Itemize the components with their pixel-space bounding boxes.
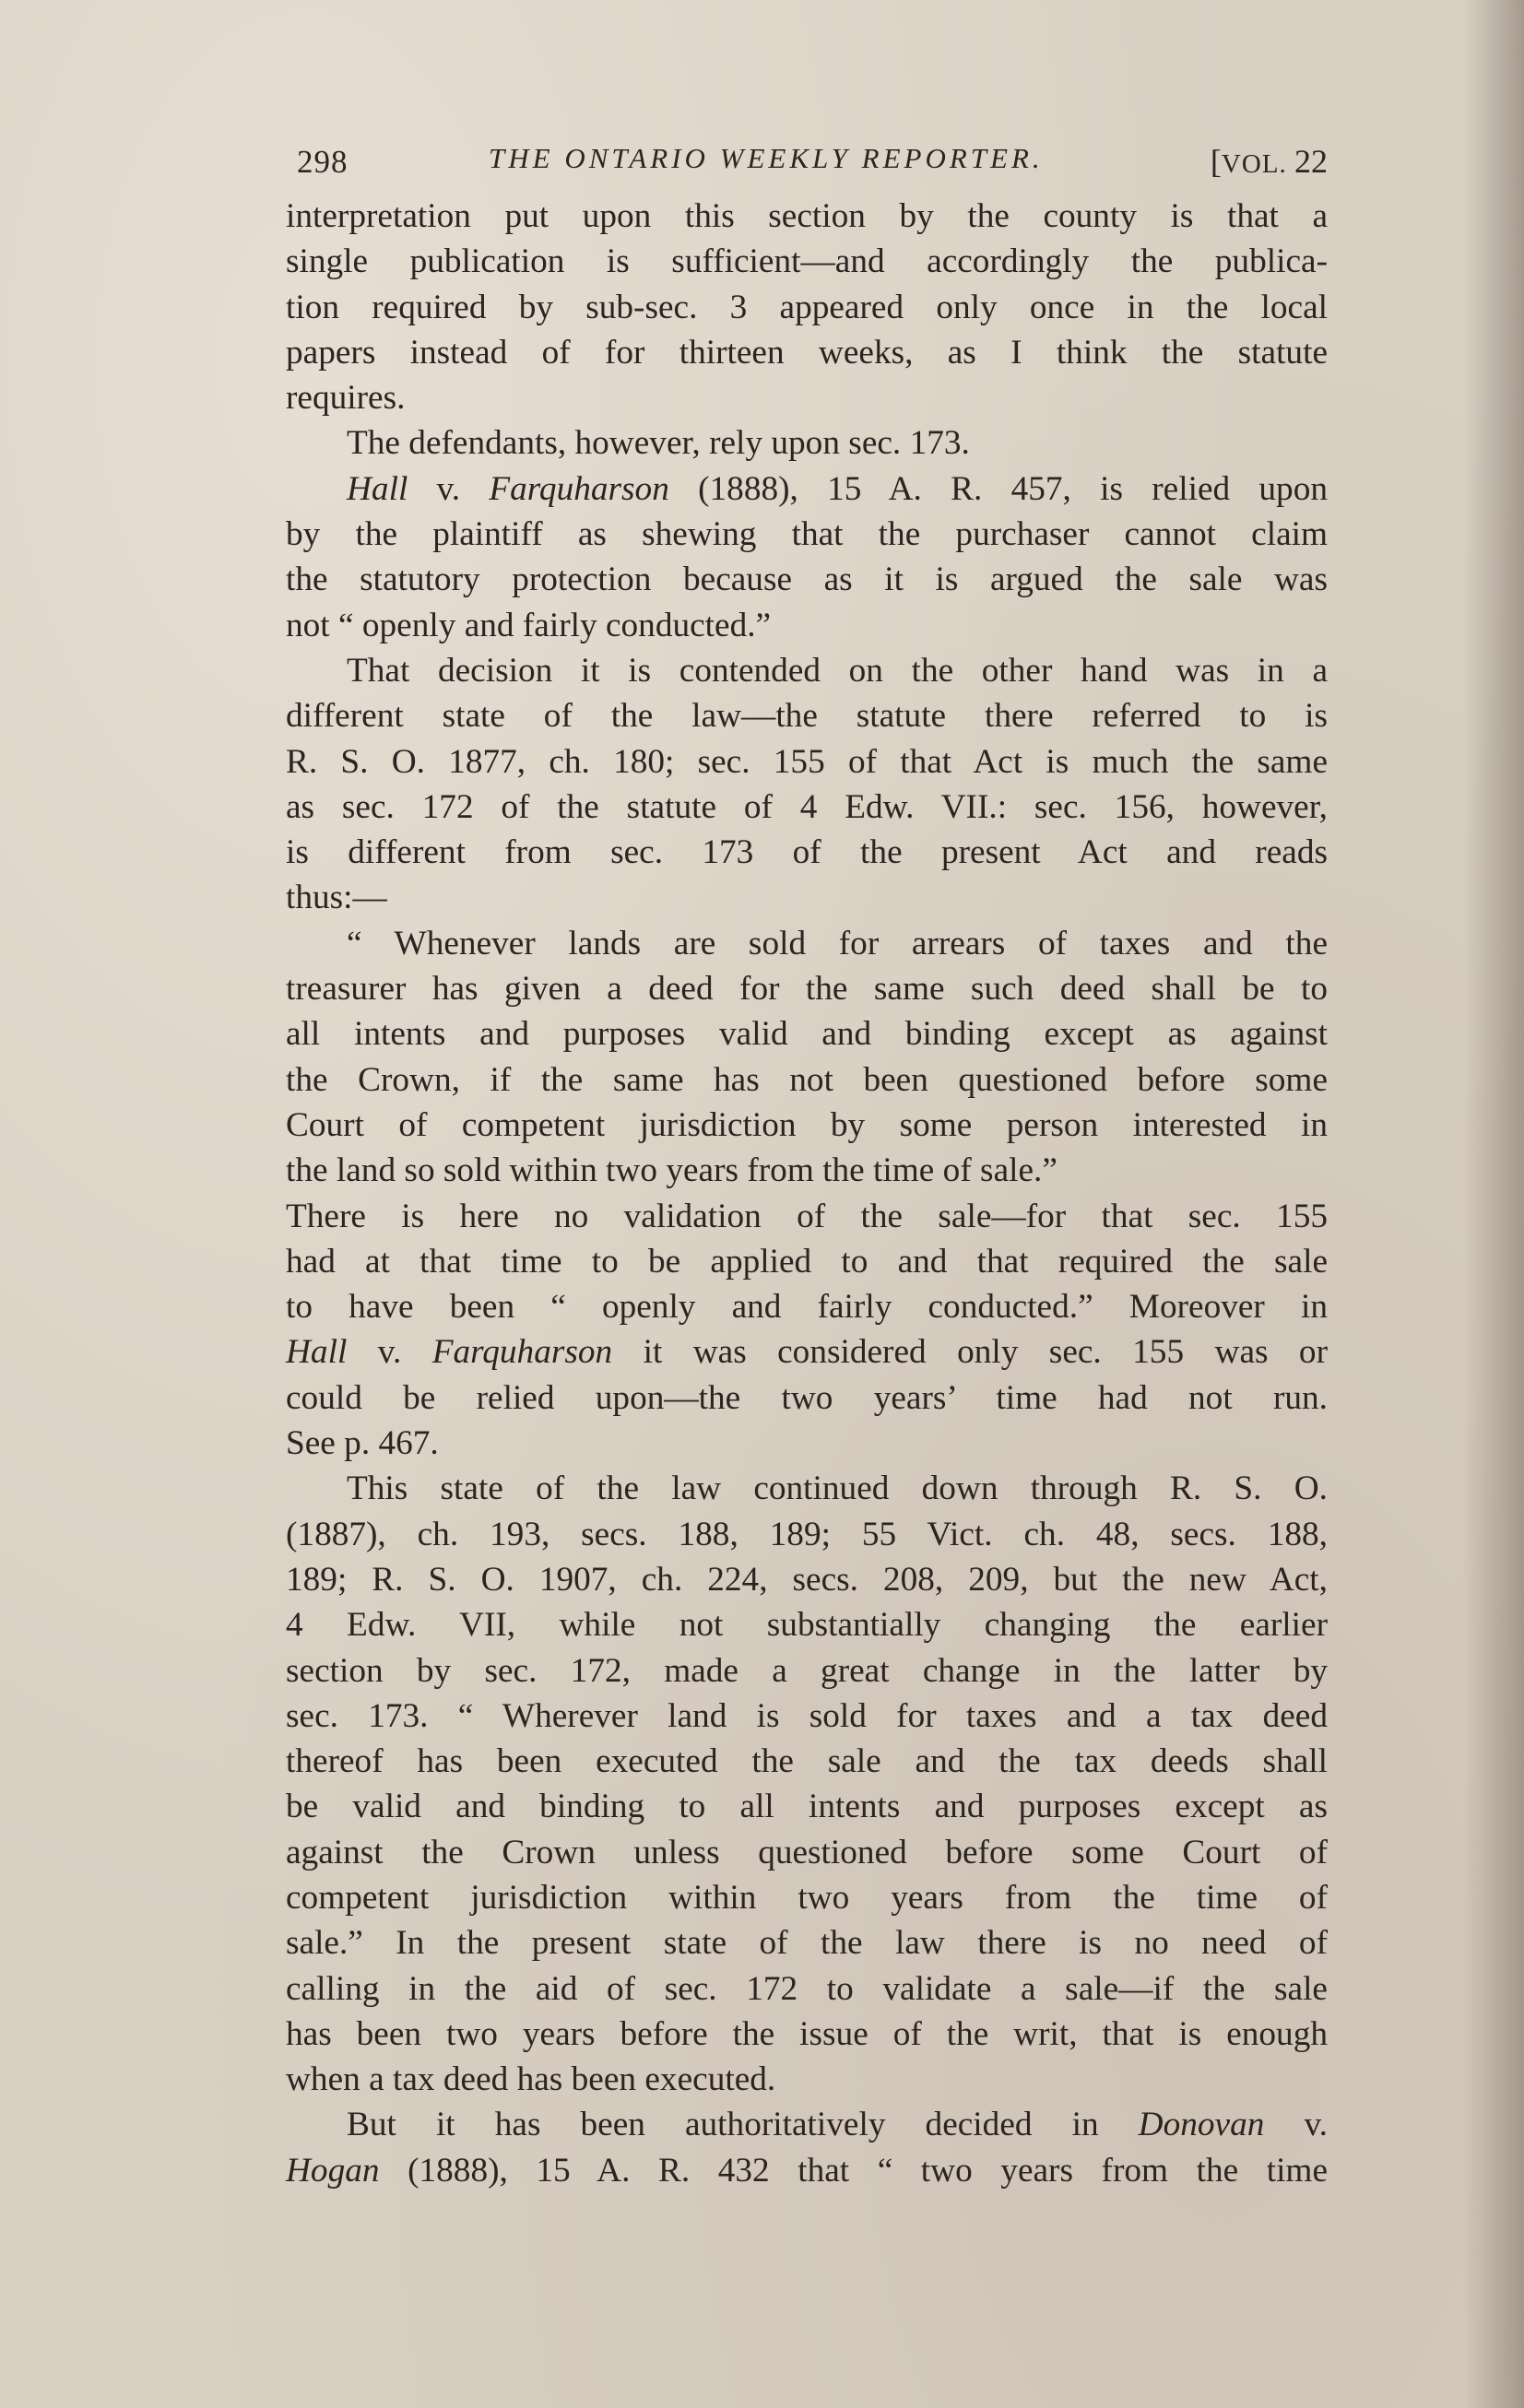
text-line (286, 1057, 1328, 1103)
text-run: competent jurisdiction within two years from the time of (286, 1878, 1328, 1917)
running-header (286, 129, 1328, 194)
text-line (286, 1329, 1328, 1375)
page-content (286, 129, 1328, 2193)
text-run: has been two years before the issue of the writ, that is enough (286, 2014, 1328, 2053)
case-name: Farquharson (489, 469, 669, 508)
bracket: [ (1210, 143, 1222, 180)
text-line (286, 557, 1328, 602)
text-run: requires. (286, 379, 406, 418)
journal-title: THE ONTARIO WEEKLY REPORTER. (489, 142, 1044, 174)
volume-number: 22 (1294, 143, 1328, 180)
text-line (286, 1148, 1328, 1193)
text-line (286, 1784, 1328, 1829)
text-run: (1888), 15 A. R. 432 that “ two years from the time (379, 2151, 1328, 2190)
text-line (286, 921, 1328, 966)
text-run: section by sec. 172, made a great change in the latter by (286, 1651, 1328, 1690)
volume-abbrev: VOL. (1221, 149, 1294, 179)
text-run: interpretation put upon this section by the county is that a (286, 197, 1328, 235)
text-run: the statutory protection because as it is argued the sale was (286, 561, 1328, 599)
text-run: treasurer has given a deed for the same such deed shall be to (286, 970, 1328, 1009)
text-line (286, 1466, 1328, 1511)
text-run: (1887), ch. 193, secs. 188, 189; 55 Vict. ch. 48, secs. 188, (286, 1515, 1328, 1553)
text-run: v. (347, 1333, 432, 1372)
text-line (286, 285, 1328, 330)
case-name: Donovan (1138, 2106, 1265, 2144)
text-run: v. (408, 469, 490, 508)
text-run: could be relied upon—the two years’ time had not run. (286, 1378, 1328, 1417)
text-line (286, 1602, 1328, 1647)
text-run: as sec. 172 of the statute of 4 Edw. VII.: sec. 156, however, (286, 787, 1328, 826)
text-line (286, 1694, 1328, 1739)
text-run: Court of competent jurisdiction by some person interested in (286, 1105, 1328, 1144)
text-run: thereof has been executed the sale and the tax deeds shall (286, 1742, 1328, 1781)
text-run: That decision it is contended on the other hand was in a (347, 651, 1328, 690)
text-run: had at that time to be applied to and that required the sale (286, 1242, 1328, 1281)
case-name: Hall (347, 469, 408, 508)
text-run: “ Whenever lands are sold for arrears of taxes and the (347, 924, 1328, 962)
text-run: But it has been authoritatively decided in (347, 2106, 1139, 2144)
text-line (286, 830, 1328, 875)
text-line (286, 512, 1328, 557)
text-run: is different from sec. 173 of the present Act and reads (286, 833, 1328, 872)
text-line (286, 966, 1328, 1011)
text-run: sale.” In the present state of the law there is no need of (286, 1924, 1328, 1963)
case-name: Farquharson (431, 1333, 613, 1372)
text-line (286, 1103, 1328, 1148)
text-line (286, 1648, 1328, 1694)
text-run: when a tax deed has been executed. (286, 2060, 776, 2099)
body-text (286, 194, 1328, 2193)
text-line (286, 1375, 1328, 1421)
text-line (286, 1920, 1328, 1965)
text-run: papers instead of for thirteen weeks, as I think the statute (286, 333, 1328, 372)
text-run: it was considered only sec. 155 was or (612, 1333, 1328, 1372)
text-line (286, 2057, 1328, 2102)
text-line (286, 1966, 1328, 2012)
text-run: to have been “ openly and fairly conducted.” Moreover in (286, 1288, 1328, 1327)
text-line (286, 466, 1328, 512)
text-run: The defendants, however, rely upon sec. 173. (347, 424, 970, 463)
text-line (286, 194, 1328, 239)
text-line (286, 1875, 1328, 1920)
text-run: R. S. O. 1877, ch. 180; sec. 155 of that Act is much the same (286, 742, 1328, 781)
text-run: 4 Edw. VII, while not substantially changing the earlier (286, 1606, 1328, 1645)
text-line (286, 1239, 1328, 1284)
text-line (286, 739, 1328, 785)
page-number: 298 (297, 144, 349, 180)
text-line (286, 1830, 1328, 1875)
text-run: This state of the law continued down through R. S. O. (347, 1470, 1328, 1508)
text-line (286, 2012, 1328, 2057)
text-line (286, 1194, 1328, 1239)
text-line (286, 603, 1328, 648)
text-run: There is here no validation of the sale—for that sec. 155 (286, 1197, 1328, 1235)
text-line (286, 875, 1328, 920)
text-run: against the Crown unless questioned before some Court of (286, 1833, 1328, 1871)
text-run: be valid and binding to all intents and purposes except as (286, 1788, 1328, 1826)
text-run: not “ openly and fairly conducted.” (286, 606, 772, 644)
text-run: the Crown, if the same has not been questioned before some (286, 1060, 1328, 1099)
text-run: See p. 467. (286, 1424, 439, 1463)
text-line (286, 375, 1328, 420)
text-line (286, 2102, 1328, 2147)
text-line (286, 1421, 1328, 1466)
text-run: different state of the law—the statute there referred to is (286, 697, 1328, 736)
text-line (286, 330, 1328, 375)
text-line (286, 785, 1328, 830)
text-run: calling in the aid of sec. 172 to validate a sale—if the sale (286, 1969, 1328, 2008)
text-run: sec. 173. “ Wherever land is sold for taxes and a tax deed (286, 1696, 1328, 1735)
text-run: (1888), 15 A. R. 457, is relied upon (668, 469, 1328, 508)
case-name: Hogan (286, 2151, 380, 2190)
volume-label (1211, 142, 1328, 181)
case-name: Hall (286, 1333, 348, 1372)
text-line (286, 1512, 1328, 1557)
text-run: single publication is sufficient—and accordingly the publica- (286, 242, 1328, 281)
text-run: thus:— (286, 879, 387, 917)
text-line (286, 1739, 1328, 1784)
text-line (286, 2148, 1328, 2193)
text-line (286, 648, 1328, 693)
text-line (286, 693, 1328, 738)
text-line (286, 1557, 1328, 1602)
text-run: the land so sold within two years from the time of sale.” (286, 1151, 1057, 1190)
text-run: tion required by sub-sec. 3 appeared only once in the local (286, 288, 1328, 326)
text-run: v. (1264, 2106, 1329, 2144)
text-line (286, 420, 1328, 466)
text-run: all intents and purposes valid and binding except as against (286, 1015, 1328, 1054)
text-run: by the plaintiff as shewing that the purchaser cannot claim (286, 515, 1328, 554)
text-line (286, 1011, 1328, 1056)
text-line (286, 239, 1328, 284)
text-run: 189; R. S. O. 1907, ch. 224, secs. 208, 209, but the new Act, (286, 1560, 1328, 1599)
text-line (286, 1284, 1328, 1329)
